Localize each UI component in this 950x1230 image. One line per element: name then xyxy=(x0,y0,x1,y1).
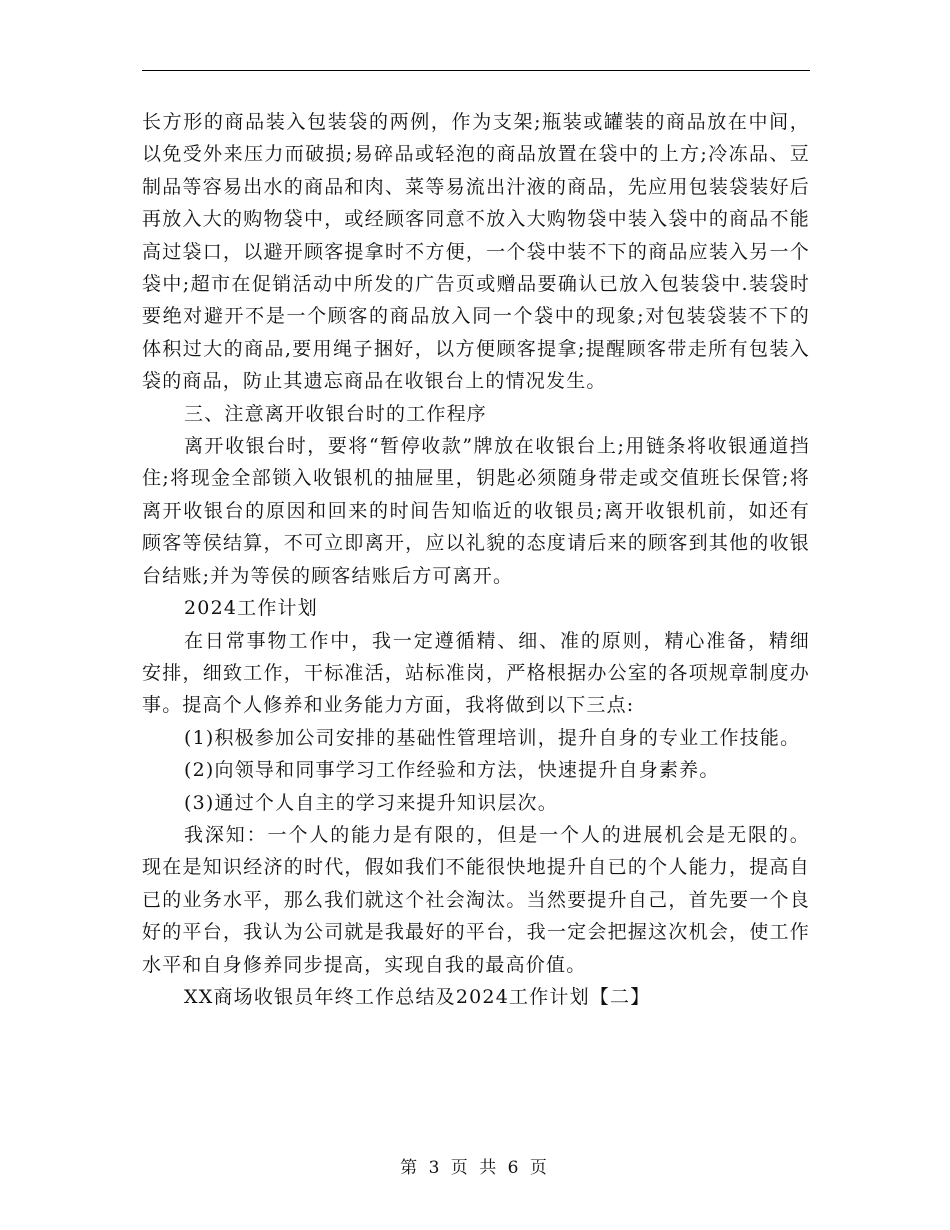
paragraph-self-improvement: 我深知：一个人的能力是有限的，但是一个人的进展机会是无限的。现在是知识经济的时代，假如我们不能很快地提升自已的个人能力，提高自已的业务水平，那么我们就这个社会淘汰。当然要提升自己，首先要一个良好的平台，我认为公司就是我最好的平台，我一定会把握这次机会，使工作水平和自身修养同步提高，实现自我的最高价值。 xyxy=(142,823,810,976)
section-heading-leaving-counter: 三、注意离开收银台时的工作程序 xyxy=(184,402,488,425)
list-item-2: (2)向领导和同事学习工作经验和方法，快速提升自身素养。 xyxy=(184,759,720,782)
list-item-3: (3)通过个人自主的学习来提升知识层次。 xyxy=(184,791,558,814)
paragraph-packing-rules: 长方形的商品装入包装袋的两例，作为支架;瓶装或罐装的商品放在中间，以免受外来压力而破损;易碎品或轻泡的商品放置在袋中的上方;冷冻品、豆制品等容易出水的商品和肉、菜等易流出汁液的商品，先应用包装袋装好后再放入大的购物袋中，或经顾客同意不放入大购物袋中装入袋中的商品不能高过袋口，以避开顾客提拿时不方便，一个袋中装不下的商品应装入另一个袋中;超市在促销活动中所发的广告页或赠品要确认已放入包装袋中.装袋时要绝对避开不是一个顾客的商品放入同一个袋中的现象;对包装袋装不下的体积过大的商品,要用绳子捆好，以方便顾客提拿;提醒顾客带走所有包装入袋的商品，防止其遗忘商品在收银台上的情况发生。 xyxy=(142,111,810,393)
list-item-1: (1)积极参加公司安排的基础性管理培训，提升自身的专业工作技能。 xyxy=(184,726,801,749)
section-heading-part-two: XX商场收银员年终工作总结及2024工作计划【二】 xyxy=(184,985,651,1008)
page-number: 第 3 页 共 6 页 xyxy=(400,1158,550,1178)
paragraph-leaving-counter: 离开收银台时，要将“暂停收款”牌放在收银台上;用链条将收银通道挡住;将现金全部锁入收银机的抽屉里，钥匙必须随身带走或交值班长保管;将离开收银台的原因和回来的时间告知临近的收银员;离开收银机前，如还有顾客等侯结算，不可立即离开，应以礼貌的态度请后来的顾客到其他的收银台结账;并为等侯的顾客结账后方可离开。 xyxy=(142,435,810,587)
paragraph-daily-work: 在日常事物工作中，我一定遵循精、细、准的原则，精心准备，精细安排，细致工作，干标准活，站标准岗，严格根据办公室的各项规章制度办事。提高个人修养和业务能力方面，我将做到以下三点: xyxy=(142,629,810,717)
document-body xyxy=(142,106,810,1013)
header-rule xyxy=(142,70,810,71)
section-heading-2024-plan: 2024工作计划 xyxy=(184,597,318,620)
